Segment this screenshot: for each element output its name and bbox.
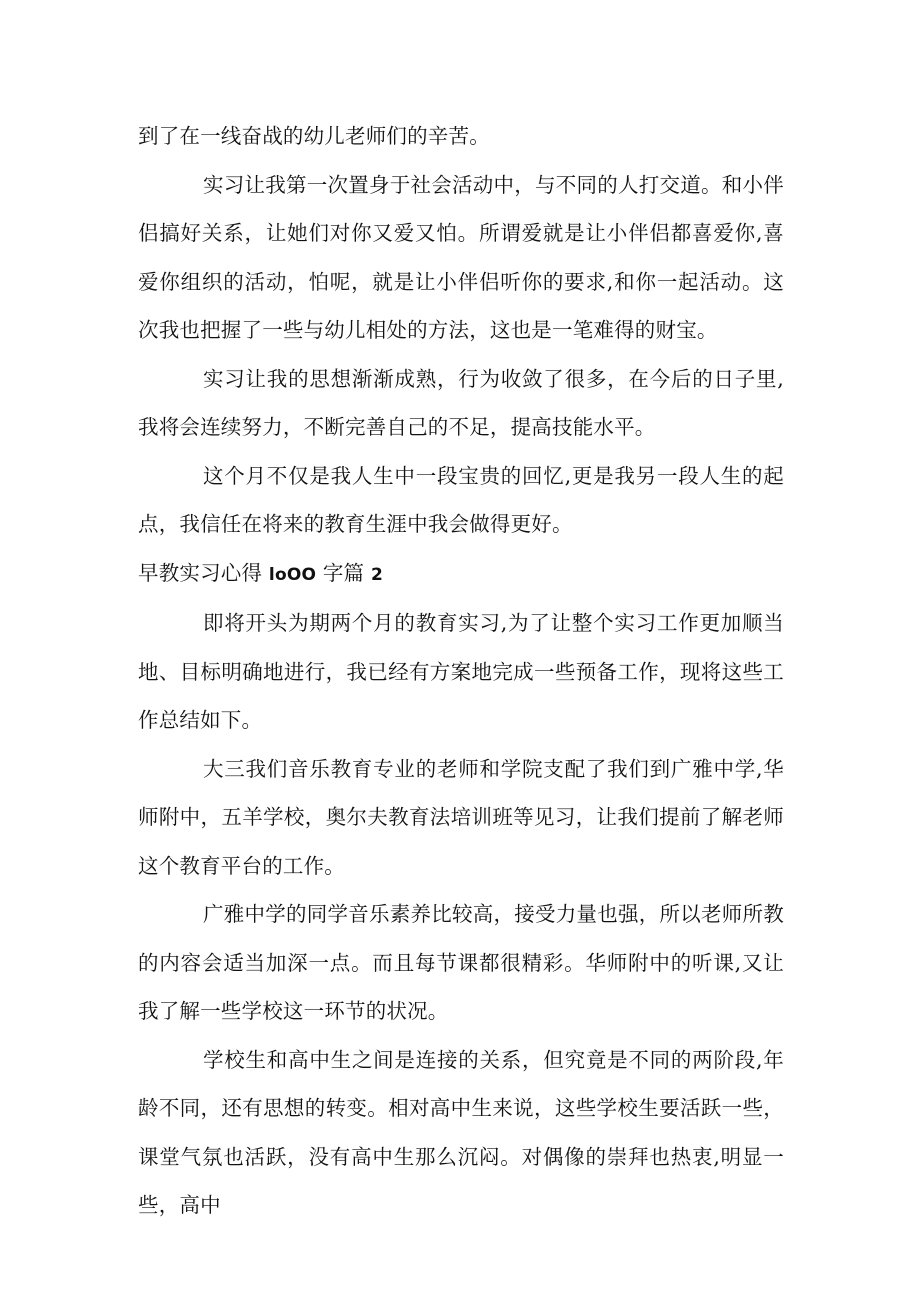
heading-latin: loOO: [268, 564, 317, 585]
heading-suffix: 字篇: [322, 560, 365, 585]
paragraph-growth: 实习让我的思想渐渐成熟，行为收敛了很多，在今后的日子里,我将会连续努力，不断完善自己的不足，提高技能水平。: [138, 366, 784, 439]
paragraph-preparation: 即将开头为期两个月的教育实习,为了让整个实习工作更加顺当地、目标明确地进行，我已经有方案地完成一些预备工作，现将这些工作总结如下。: [138, 611, 784, 732]
paragraph-relationships: 实习让我第一次置身于社会活动中，与不同的人打交道。和小伴侣搞好关系，让她们对你又爱又怕。所谓爱就是让小伴侣都喜爱你,喜爱你组织的活动，怕呢，就是让小伴侣听你的要求,和你一起活动。这次我也把握了一些与幼儿相处的方法，这也是一笔难得的财宝。: [138, 172, 784, 342]
paragraph-continuation: 到了在一线奋战的幼儿老师们的辛苦。: [138, 124, 490, 148]
section-heading: [138, 549, 784, 600]
heading-prefix: 早教实习心得: [138, 560, 263, 585]
paragraph-memory: 这个月不仅是我人生中一段宝贵的回忆,更是我另一段人生的起点，我信任在将来的教育生涯中我会做得更好。: [138, 463, 784, 536]
paragraph-observation: 大三我们音乐教育专业的老师和学院支配了我们到广雅中学,华师附中，五羊学校，奥尔夫教育法培训班等见习，让我们提前了解老师这个教育平台的工作。: [138, 756, 784, 878]
heading-number: 2: [370, 564, 384, 585]
paragraph-guangya: 广雅中学的同学音乐素养比较高，接受力量也强，所以老师所教的内容会适当加深一点。而且每节课都很精彩。华师附中的听课,又让我了解一些学校这一环节的状况。: [138, 902, 784, 1023]
document-body: [138, 112, 784, 1230]
paragraph-students: 学校生和高中生之间是连接的关系，但究竟是不同的两阶段,年龄不同，还有思想的转变。相对高中生来说，这些学校生要活跃一些，课堂气氛也活跃，没有高中生那么沉闷。对偶像的崇拜也热衷,明显一些，高中: [138, 1047, 784, 1217]
